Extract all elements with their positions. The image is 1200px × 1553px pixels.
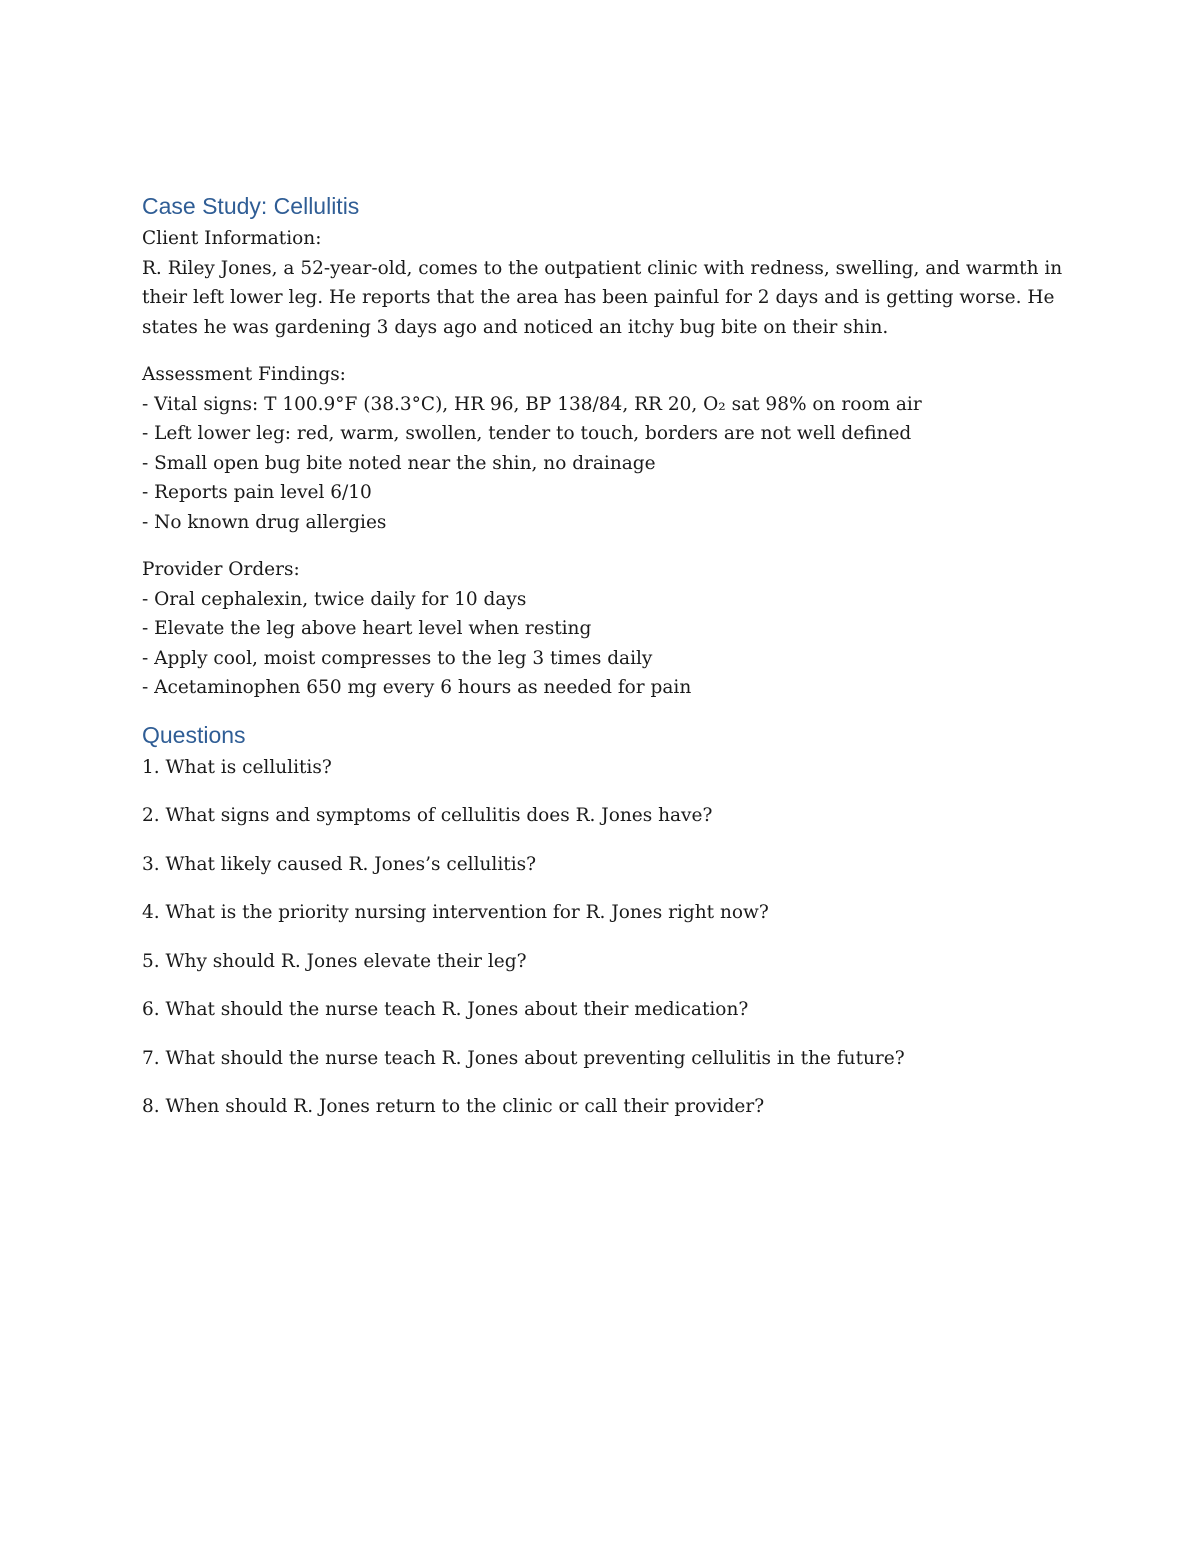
provider-order-item: - Oral cephalexin, twice daily for 10 days bbox=[142, 588, 527, 610]
assessment-item: - Vital signs: T 100.9°F (38.3°C), HR 96, BP 138/84, RR 20, O₂ sat 98% on room air bbox=[142, 393, 922, 415]
client-information-label: Client Information: bbox=[142, 228, 322, 249]
assessment-item: - Left lower leg: red, warm, swollen, tender to touch, borders are not well defined bbox=[142, 423, 912, 444]
document-page bbox=[142, 188, 1072, 1141]
question-item: 8. When should R. Jones return to the clinic or call their provider? bbox=[142, 1096, 765, 1117]
question-item: 6. What should the nurse teach R. Jones about their medication? bbox=[142, 999, 749, 1020]
provider-order-item: - Elevate the leg above heart level when resting bbox=[142, 618, 592, 639]
assessment-item: - Small open bug bite noted near the shin, no drainage bbox=[142, 452, 656, 474]
question-item: 4. What is the priority nursing intervention for R. Jones right now? bbox=[142, 902, 769, 923]
provider-orders-label: Provider Orders: bbox=[142, 559, 300, 580]
question-item: 2. What signs and symptoms of cellulitis does R. Jones have? bbox=[142, 805, 713, 826]
question-item: 3. What likely caused R. Jones’s cellulitis? bbox=[142, 853, 537, 875]
assessment-label: Assessment Findings: bbox=[142, 364, 346, 385]
assessment-item: - No known drug allergies bbox=[142, 511, 387, 533]
assessment-item: - Reports pain level 6/10 bbox=[142, 482, 372, 503]
question-item: 7. What should the nurse teach R. Jones about preventing cellulitis in the future? bbox=[142, 1047, 905, 1069]
provider-order-item: - Apply cool, moist compresses to the leg 3 times daily bbox=[142, 647, 653, 669]
client-narrative: R. Riley Jones, a 52-year-old, comes to the outpatient clinic with redness, swelling, and warmth in their left lower leg. He reports that the area has been painful for 2 days and is getting worse. He states he was gardening 3 days ago and noticed an itchy bug bite on their shin. bbox=[142, 257, 1063, 338]
provider-order-item: - Acetaminophen 650 mg every 6 hours as needed for pain bbox=[142, 677, 692, 698]
questions-heading: Questions bbox=[142, 721, 246, 748]
question-item: 5. Why should R. Jones elevate their leg? bbox=[142, 950, 527, 972]
question-item: 1. What is cellulitis? bbox=[142, 756, 332, 778]
page-title: Case Study: Cellulitis bbox=[142, 193, 360, 219]
